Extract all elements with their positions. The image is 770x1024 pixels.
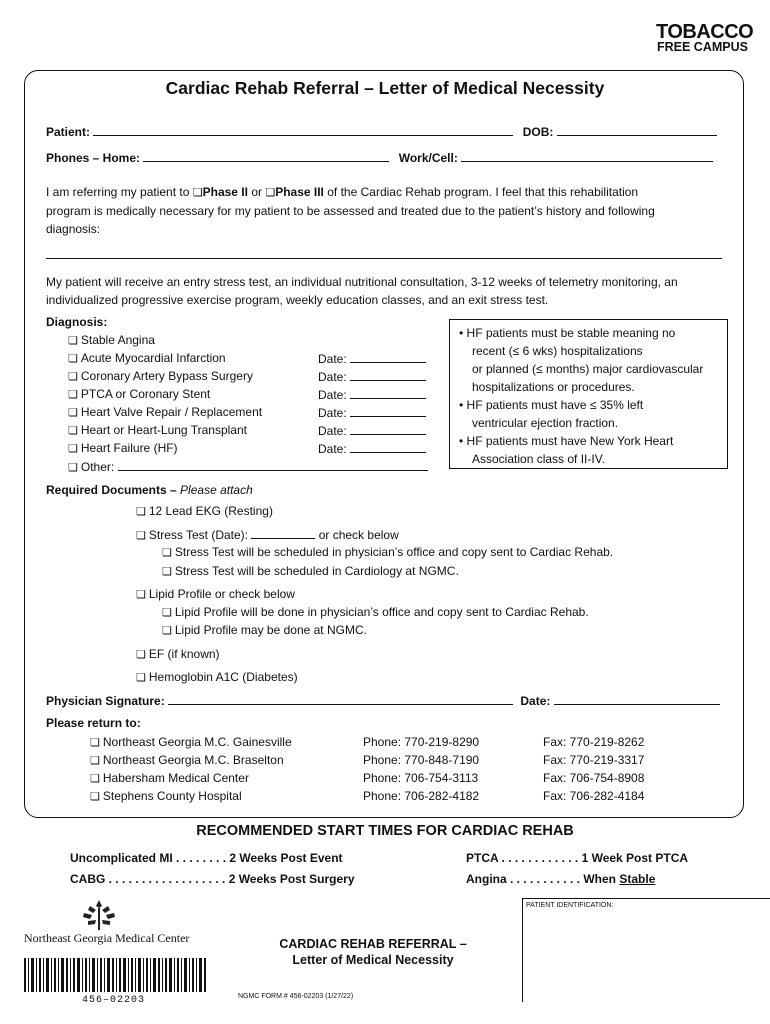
date-ptca-row bbox=[318, 387, 426, 402]
date-cabg-field[interactable] bbox=[350, 369, 426, 381]
date-valve-row bbox=[318, 405, 426, 420]
patient-field[interactable] bbox=[93, 124, 513, 136]
return-location-braselton[interactable]: ❏ Northeast Georgia M.C. Braselton bbox=[90, 753, 284, 767]
please-attach-label: Please attach bbox=[180, 483, 253, 497]
tobacco-free-logo-sub: FREE CAMPUS bbox=[657, 40, 748, 54]
diagnosis-label: Diagnosis: bbox=[46, 315, 108, 329]
home-phone-field[interactable] bbox=[143, 150, 389, 162]
hf-bullet-2: • HF patients must have ≤ 35% left bbox=[459, 398, 644, 412]
intro-text-a: I am referring my patient to bbox=[46, 185, 190, 199]
return-location-gainesville[interactable]: ❏ Northeast Georgia M.C. Gainesville bbox=[90, 735, 292, 749]
date-transplant-row bbox=[318, 423, 426, 438]
phone-braselton: Phone: 770-848-7190 bbox=[363, 753, 480, 767]
dob-field[interactable] bbox=[557, 124, 717, 136]
fax-braselton: Fax: 770-219-3317 bbox=[543, 753, 645, 767]
rec-angina bbox=[466, 872, 655, 886]
ngmc-org-name: Northeast Georgia Medical Center bbox=[24, 931, 190, 945]
fax-habersham: Fax: 706-754-8908 bbox=[543, 771, 645, 785]
signature-label: Physician Signature: bbox=[46, 694, 165, 708]
patient-id-top-rule bbox=[522, 898, 770, 899]
diagnosis-other[interactable]: ❏ Other: bbox=[68, 460, 114, 474]
diagnosis-other-row bbox=[68, 459, 428, 474]
recommended-title: RECOMMENDED START TIMES FOR CARDIAC REHAB bbox=[196, 823, 574, 839]
services-paragraph bbox=[46, 273, 726, 309]
rec-mi: Uncomplicated MI . . . . . . . . 2 Weeks Post Event bbox=[70, 851, 343, 865]
rec-cabg: CABG . . . . . . . . . . . . . . . . . . 2 Weeks Post Surgery bbox=[70, 872, 355, 886]
doc-stress-row bbox=[136, 527, 399, 542]
phase3-label: Phase III bbox=[275, 185, 324, 199]
lipid-physician-office[interactable]: ❏ Lipid Profile will be done in physician’s office and copy sent to Cardiac Rehab. bbox=[162, 605, 589, 619]
return-label: Please return to: bbox=[46, 716, 141, 730]
date-hf-row bbox=[318, 441, 426, 456]
rec-angina-label: Angina . . . . . . . . . . . When bbox=[466, 872, 617, 886]
stress-test-date-field[interactable] bbox=[251, 527, 315, 539]
hf-bullet-3: • HF patients must have New York Heart bbox=[459, 434, 674, 448]
services-line2: individualized progressive exercise program, weekly education classes, and an exit stress test. bbox=[46, 293, 549, 307]
services-line1: My patient will receive an entry stress test, an individual nutritional consultation, 3-12 weeks of telemetry monitoring, an bbox=[46, 275, 678, 289]
doc-ekg[interactable]: ❏ 12 Lead EKG (Resting) bbox=[136, 504, 273, 518]
tobacco-free-logo: TOBACCO bbox=[656, 21, 754, 43]
form-title-line2: Letter of Medical Necessity bbox=[292, 953, 454, 967]
date-ami-field[interactable] bbox=[350, 351, 426, 363]
date-transplant-field[interactable] bbox=[350, 423, 426, 435]
diagnosis-ptca[interactable]: ❏ PTCA or Coronary Stent bbox=[68, 387, 210, 401]
return-location-stephens[interactable]: ❏ Stephens County Hospital bbox=[90, 789, 242, 803]
lipid-ngmc[interactable]: ❏ Lipid Profile may be done at NGMC. bbox=[162, 623, 367, 637]
date-label: Date: bbox=[318, 424, 347, 438]
intro-line2: program is medically necessary for my patient to be assessed and treated due to the patient’s history and following bbox=[46, 204, 655, 218]
patient-row bbox=[46, 124, 717, 139]
fax-stephens: Fax: 706-282-4184 bbox=[543, 789, 645, 803]
diagnosis-other-field[interactable] bbox=[118, 459, 428, 471]
date-ami-row bbox=[318, 351, 426, 366]
fax-gainesville: Fax: 770-219-8262 bbox=[543, 735, 645, 749]
signature-date-label: Date: bbox=[520, 694, 551, 708]
phones-row bbox=[46, 150, 713, 165]
signature-field[interactable] bbox=[168, 693, 513, 705]
diagnosis-ami[interactable]: ❏ Acute Myocardial Infarction bbox=[68, 351, 226, 365]
diagnosis-valve[interactable]: ❏ Heart Valve Repair / Replacement bbox=[68, 405, 262, 419]
diagnosis-free-line[interactable] bbox=[46, 258, 722, 259]
phone-stephens: Phone: 706-282-4182 bbox=[363, 789, 480, 803]
diagnosis-stable-angina[interactable]: ❏ Stable Angina bbox=[68, 333, 155, 347]
date-cabg-row bbox=[318, 369, 426, 384]
return-location-habersham[interactable]: ❏ Habersham Medical Center bbox=[90, 771, 249, 785]
doc-a1c[interactable]: ❏ Hemoglobin A1C (Diabetes) bbox=[136, 670, 298, 684]
rec-ptca: PTCA . . . . . . . . . . . . 1 Week Post PTCA bbox=[466, 851, 689, 865]
doc-stress-test[interactable]: ❏ Stress Test (Date): bbox=[136, 528, 248, 542]
phase2-label: Phase II bbox=[202, 185, 248, 199]
diagnosis-hf[interactable]: ❏ Heart Failure (HF) bbox=[68, 441, 178, 455]
form-number: NGMC FORM # 456-02203 (1/27/22) bbox=[238, 993, 354, 1000]
phone-gainesville: Phone: 770-219-8290 bbox=[363, 735, 480, 749]
date-label: Date: bbox=[318, 388, 347, 402]
patient-id-label: PATIENT IDENTIFICATION: bbox=[526, 902, 614, 909]
patient-label: Patient: bbox=[46, 125, 91, 139]
date-hf-field[interactable] bbox=[350, 441, 426, 453]
intro-line3: diagnosis: bbox=[46, 222, 101, 236]
work-cell-label: Work/Cell: bbox=[398, 151, 458, 165]
hf-line-8: Association class of II-IV. bbox=[472, 452, 605, 466]
phase2-checkbox-icon[interactable]: ❏ bbox=[192, 187, 203, 199]
required-docs-heading bbox=[46, 483, 253, 497]
hf-bullet-1: • HF patients must be stable meaning no bbox=[459, 326, 676, 340]
phones-home-label: Phones – Home: bbox=[46, 151, 141, 165]
intro-or: or bbox=[251, 185, 262, 199]
date-label: Date: bbox=[318, 352, 347, 366]
intro-paragraph bbox=[46, 183, 726, 238]
work-cell-field[interactable] bbox=[461, 150, 713, 162]
dob-label: DOB: bbox=[522, 125, 554, 139]
hf-line-4: hospitalizations or procedures. bbox=[472, 380, 635, 394]
signature-date-field[interactable] bbox=[554, 693, 720, 705]
hf-line-3: or planned (≤ months) major cardiovascular bbox=[472, 362, 704, 376]
hf-line-2: recent (≤ 6 wks) hospitalizations bbox=[472, 344, 643, 358]
hf-requirements-box bbox=[449, 319, 728, 469]
stress-or-check: or check below bbox=[318, 528, 399, 542]
required-docs-label: Required Documents – bbox=[46, 483, 177, 497]
doc-lipid[interactable]: ❏ Lipid Profile or check below bbox=[136, 587, 295, 601]
signature-row bbox=[46, 693, 720, 708]
diagnosis-cabg[interactable]: ❏ Coronary Artery Bypass Surgery bbox=[68, 369, 253, 383]
diagnosis-transplant[interactable]: ❏ Heart or Heart-Lung Transplant bbox=[68, 423, 247, 437]
date-label: Date: bbox=[318, 442, 347, 456]
doc-ef[interactable]: ❏ EF (if known) bbox=[136, 647, 220, 661]
stress-physician-office[interactable]: ❏ Stress Test will be scheduled in physician’s office and copy sent to Cardiac Rehab. bbox=[162, 545, 613, 559]
phase3-checkbox-icon[interactable]: ❏ bbox=[265, 187, 276, 199]
barcode-number: 456–02203 bbox=[82, 995, 146, 1006]
date-label: Date: bbox=[318, 406, 347, 420]
form-title-line1: CARDIAC REHAB REFERRAL – bbox=[279, 937, 467, 951]
intro-text-b: of the Cardiac Rehab program. I feel that this rehabilitation bbox=[327, 185, 639, 199]
rec-angina-stable: Stable bbox=[619, 872, 656, 886]
stress-cardiology-ngmc[interactable]: ❏ Stress Test will be scheduled in Cardiology at NGMC. bbox=[162, 564, 459, 578]
date-valve-field[interactable] bbox=[350, 405, 426, 417]
date-ptca-field[interactable] bbox=[350, 387, 426, 399]
page-title: Cardiac Rehab Referral – Letter of Medical Necessity bbox=[165, 78, 605, 98]
hf-line-6: ventricular ejection fraction. bbox=[472, 416, 619, 430]
date-label: Date: bbox=[318, 370, 347, 384]
ngmc-leaf-logo-icon bbox=[78, 898, 120, 932]
phone-habersham: Phone: 706-754-3113 bbox=[363, 771, 479, 785]
